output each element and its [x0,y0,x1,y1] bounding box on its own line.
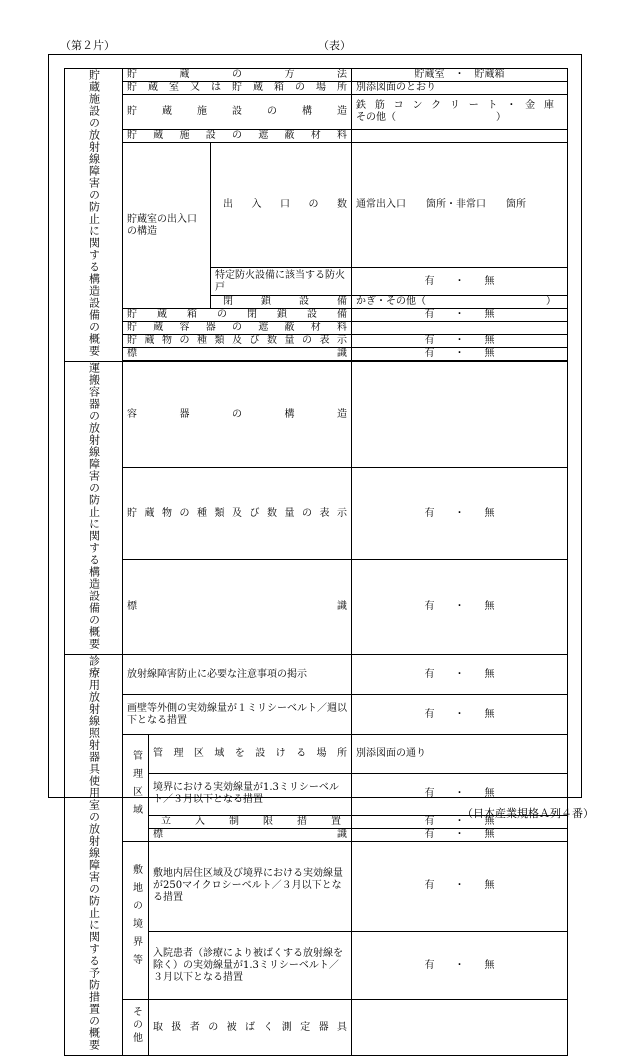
row-label: 境界における実効線量が1.3ミリシーベルト／３月以下となる措置 [149,773,352,815]
table-row [65,735,568,774]
table-row [65,309,568,322]
empty-value [352,322,568,335]
row-label: 貯蔵の方法 [123,69,352,82]
row-label: 標識 [149,828,352,841]
storage-method-value: 貯蔵室 ・ 貯蔵箱 [352,69,568,82]
subheading-site-boundary: 敷地の境界等 [123,841,149,1000]
sheet-label: （第２片） [60,39,115,52]
exit-count-value: 通常出入口 箇所・非常口 箇所 [352,143,568,268]
empty-value [352,1000,568,1056]
table-row [65,130,568,143]
row-label: 標識 [123,560,352,655]
yes-no-value: 有 ・ 無 [352,932,568,1000]
closing-device-value: かぎ・その他（ ） [352,296,568,309]
yes-no-value: 有 ・ 無 [352,655,568,695]
table-row [65,468,568,560]
row-label: 閉鎖設備 [211,296,352,309]
yes-no-value: 有 ・ 無 [352,841,568,932]
table-row [65,348,568,361]
subheading-other: その他 [123,1000,149,1056]
row-label: 貯蔵物の種類及び数量の表示 [123,468,352,560]
row-label: 敷地内居住区域及び境界における実効線量が250マイクロシーベルト／３月以下となる措置 [149,841,352,932]
row-label: 管理区域を設ける場所 [149,735,352,774]
table-row [65,69,568,82]
controlled-area-location-value: 別添図面の通り [352,735,568,774]
row-label: 特定防火設備に該当する防火戸 [211,268,352,296]
table-row [65,143,568,268]
table-row [65,841,568,932]
yes-no-value: 有 ・ 無 [352,560,568,655]
section-heading-irradiator-room: 診療用放射線照射器具使用室の放射線障害の防止に関する予防措置の概要 [65,655,123,1056]
row-label: 貯蔵室の出入口の構造 [123,143,211,309]
table-row [65,95,568,130]
structure-line2: その他（ ） [356,112,506,123]
table-row [65,362,568,468]
row-label: 貯蔵室又は貯蔵箱の場所 [123,82,352,95]
row-label: 標識 [123,348,352,361]
table-row [65,82,568,95]
row-label: 容器の構造 [123,362,352,468]
row-label: 立入制限措置 [149,815,352,828]
row-label: 貯蔵施設の構造 [123,95,352,130]
row-label: 放射線障害防止に必要な注意事項の掲示 [123,655,352,695]
footer-spec: （日本産業規格Ａ列４番） [462,807,594,820]
table-row [65,335,568,348]
yes-no-value: 有 ・ 無 [352,828,568,841]
structure-value [352,95,568,130]
table-row [65,560,568,655]
yes-no-value: 有 ・ 無 [352,348,568,361]
table-row [65,322,568,335]
empty-value [352,362,568,468]
row-label: 貯蔵容器の遮蔽材料 [123,322,352,335]
table-row [65,695,568,735]
structure-line1: 鉄筋コンクリート・金庫 [356,100,554,111]
row-label: 貯蔵物の種類及び数量の表示 [123,335,352,348]
row-label: 入院患者（診療により被ばくする放射線を除く）の実効線量が1.3ミリシーベルト／３月以下となる措置 [149,932,352,1000]
yes-no-value: 有 ・ 無 [352,815,568,828]
storage-location-value: 別添図面のとおり [352,82,568,95]
row-label: 取扱者の被ばく測定器具 [149,1000,352,1056]
empty-value [352,130,568,143]
sheet-title: （表） [318,39,351,52]
yes-no-value: 有 ・ 無 [352,309,568,322]
form-table [64,68,568,1056]
table-row [65,655,568,695]
yes-no-value: 有 ・ 無 [352,468,568,560]
yes-no-value: 有 ・ 無 [352,268,568,296]
row-label: 出入口の数 [211,143,352,268]
row-label: 貯蔵箱の閉鎖設備 [123,309,352,322]
section-heading-storage: 貯蔵施設の放射線障害の防止に関する構造設備の概要 [65,69,123,362]
yes-no-value: 有 ・ 無 [352,335,568,348]
yes-no-value: 有 ・ 無 [352,773,568,815]
row-label: 画壁等外側の実効線量が１ミリシーベルト／週以下となる措置 [123,695,352,735]
table-row [65,1000,568,1056]
row-label: 貯蔵施設の遮蔽材料 [123,130,352,143]
section-heading-container: 運搬容器の放射線障害の防止に関する構造設備の概要 [65,362,123,655]
subheading-controlled-area: 管理区域 [123,735,149,842]
yes-no-value: 有 ・ 無 [352,695,568,735]
